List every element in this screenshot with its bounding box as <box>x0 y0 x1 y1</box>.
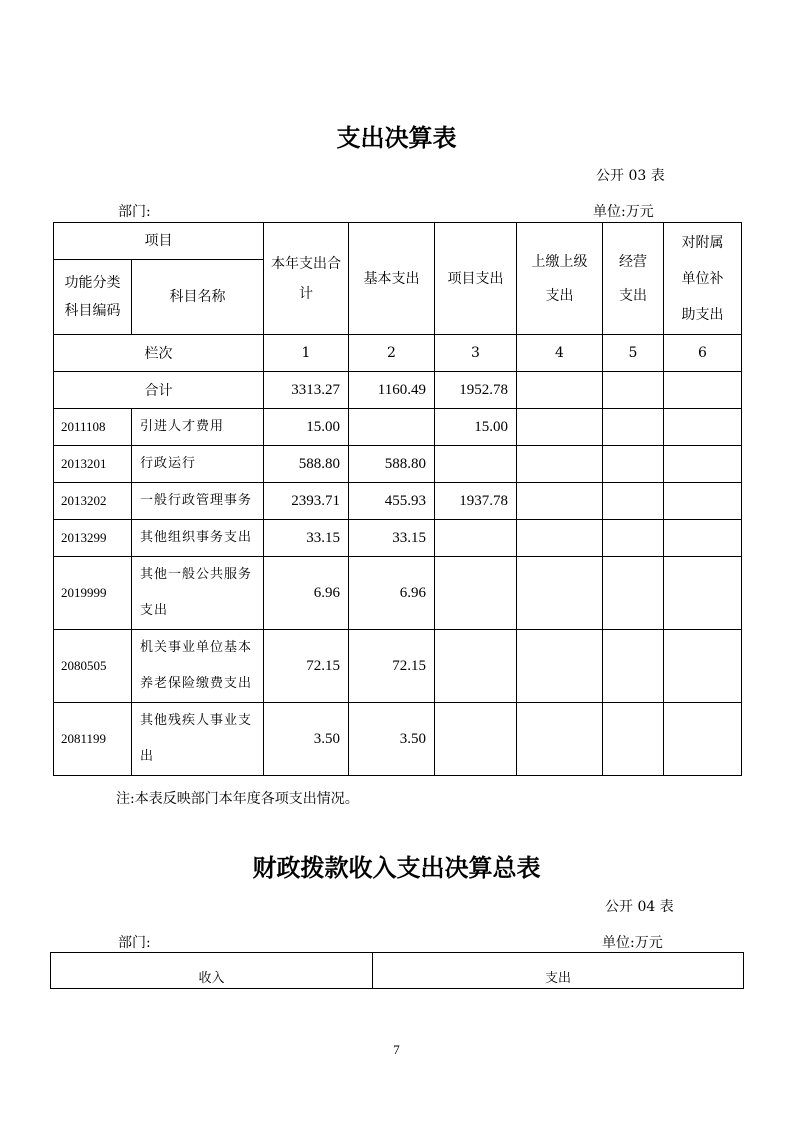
row-operating <box>603 446 664 483</box>
row-upper <box>517 630 603 703</box>
row-basic: 6.96 <box>349 557 435 630</box>
row-upper <box>517 483 603 520</box>
fiscal-summary-table <box>50 952 744 989</box>
row-operating <box>603 409 664 446</box>
sum-upper <box>517 372 603 409</box>
row-subsidy <box>664 446 742 483</box>
header-subsidy: 对附属单位补助支出 <box>664 223 742 335</box>
header-operating: 经营支出 <box>603 223 664 335</box>
table-row <box>54 703 742 776</box>
table1-note: 注:本表反映部门本年度各项支出情况。 <box>116 791 359 807</box>
row-project <box>435 703 517 776</box>
row-code: 2013202 <box>54 483 132 520</box>
sum-total: 3313.27 <box>264 372 349 409</box>
table1-unit-label: 单位:万元 <box>593 204 654 220</box>
header-subject-name: 科目名称 <box>132 260 264 335</box>
row-name: 引进人才费用 <box>132 409 264 446</box>
header-income: 收入 <box>51 953 373 989</box>
header-upper: 上缴上级支出 <box>517 223 603 335</box>
row-subsidy <box>664 630 742 703</box>
table2-unit-label: 单位:万元 <box>602 935 663 951</box>
row-upper <box>517 409 603 446</box>
table-row <box>54 483 742 520</box>
row-subsidy <box>664 557 742 630</box>
row-total: 15.00 <box>264 409 349 446</box>
col-index-6: 6 <box>664 335 742 372</box>
row-code: 2013201 <box>54 446 132 483</box>
table-row <box>54 630 742 703</box>
row-operating <box>603 630 664 703</box>
row-total: 6.96 <box>264 557 349 630</box>
col-index-1: 1 <box>264 335 349 372</box>
col-index-5: 5 <box>603 335 664 372</box>
row-name: 其他组织事务支出 <box>132 520 264 557</box>
row-project: 1937.78 <box>435 483 517 520</box>
row-basic: 72.15 <box>349 630 435 703</box>
table1-dept-label: 部门: <box>118 204 151 220</box>
row-code: 2013299 <box>54 520 132 557</box>
table-row <box>54 446 742 483</box>
table-row <box>54 520 742 557</box>
table1-title: 支出决算表 <box>336 123 457 152</box>
sum-operating <box>603 372 664 409</box>
row-operating <box>603 483 664 520</box>
table2-dept-label: 部门: <box>118 935 151 951</box>
sum-label: 合计 <box>54 372 264 409</box>
col-index-row <box>54 335 742 372</box>
row-subsidy <box>664 483 742 520</box>
row-basic: 33.15 <box>349 520 435 557</box>
row-project: 15.00 <box>435 409 517 446</box>
row-subsidy <box>664 703 742 776</box>
row-project <box>435 520 517 557</box>
row-code: 2011108 <box>54 409 132 446</box>
table-row <box>54 409 742 446</box>
row-upper <box>517 557 603 630</box>
col-index-label: 栏次 <box>54 335 264 372</box>
row-upper <box>517 446 603 483</box>
sum-project: 1952.78 <box>435 372 517 409</box>
row-code: 2080505 <box>54 630 132 703</box>
header-total: 本年支出合计 <box>264 223 349 335</box>
col-index-2: 2 <box>349 335 435 372</box>
row-subsidy <box>664 520 742 557</box>
header-func-code: 功能分类科目编码 <box>54 260 132 335</box>
row-project <box>435 630 517 703</box>
row-basic: 3.50 <box>349 703 435 776</box>
row-name: 机关事业单位基本养老保险缴费支出 <box>132 630 264 703</box>
header-item: 项目 <box>54 223 264 260</box>
row-project <box>435 446 517 483</box>
row-total: 3.50 <box>264 703 349 776</box>
row-operating <box>603 520 664 557</box>
row-name: 一般行政管理事务 <box>132 483 264 520</box>
header-expense: 支出 <box>373 953 744 989</box>
sum-row <box>54 372 742 409</box>
fiscal-header-row <box>51 953 744 989</box>
row-name: 行政运行 <box>132 446 264 483</box>
sum-subsidy <box>664 372 742 409</box>
page-number: 7 <box>393 1042 400 1057</box>
row-upper <box>517 520 603 557</box>
row-subsidy <box>664 409 742 446</box>
row-total: 33.15 <box>264 520 349 557</box>
row-total: 588.80 <box>264 446 349 483</box>
row-code: 2019999 <box>54 557 132 630</box>
col-index-4: 4 <box>517 335 603 372</box>
row-upper <box>517 703 603 776</box>
table2-form-number: 公开 04 表 <box>605 899 674 915</box>
row-total: 72.15 <box>264 630 349 703</box>
row-basic: 455.93 <box>349 483 435 520</box>
expenditure-table <box>53 222 742 776</box>
col-index-3: 3 <box>435 335 517 372</box>
row-total: 2393.71 <box>264 483 349 520</box>
sum-basic: 1160.49 <box>349 372 435 409</box>
row-name: 其他一般公共服务支出 <box>132 557 264 630</box>
header-row-1 <box>54 223 742 260</box>
row-basic: 588.80 <box>349 446 435 483</box>
header-project: 项目支出 <box>435 223 517 335</box>
row-basic <box>349 409 435 446</box>
row-name: 其他残疾人事业支出 <box>132 703 264 776</box>
row-code: 2081199 <box>54 703 132 776</box>
row-project <box>435 557 517 630</box>
row-operating <box>603 557 664 630</box>
row-operating <box>603 703 664 776</box>
header-basic: 基本支出 <box>349 223 435 335</box>
table2-title: 财政拨款收入支出决算总表 <box>252 853 541 882</box>
table1-form-number: 公开 03 表 <box>596 168 665 184</box>
table-row <box>54 557 742 630</box>
